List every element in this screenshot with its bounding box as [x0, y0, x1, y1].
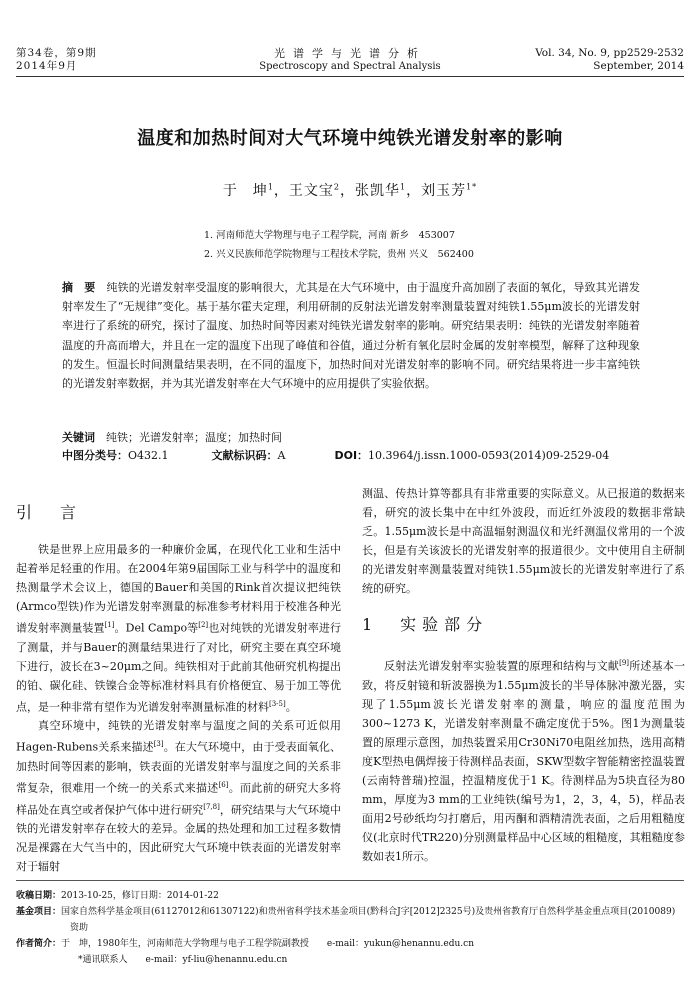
- text-run: 。而此前的研究大多将样品处在真空或者保护气体中进行研究: [16, 781, 342, 817]
- footnote-fund: [16, 904, 684, 936]
- intro-body: [16, 540, 341, 876]
- keywords-text: 纯铁；光谱发射率；温度；加热时间: [106, 431, 282, 444]
- affiliations: [204, 226, 474, 264]
- author: 于 坤: [222, 183, 268, 199]
- text-run: 。在大气环境中，由于受表面氧化、加热时间等因素的影响，铁表面的光谱发射率与温度之间的关系非常复杂，很难用一个统一的关系式来描述: [16, 740, 342, 795]
- footnote-label: 收稿日期：: [16, 891, 62, 901]
- citation: [3-5]: [269, 699, 286, 708]
- journal-name-en: Spectroscopy and Spectral Analysis: [259, 61, 441, 72]
- header-rule: [16, 76, 684, 77]
- paragraph: 测温、传热计算等都具有非常重要的实际意义。从已报道的数据来看，研究的波长集中在中红外波段，而近红外波段的数据非常缺乏。1.55μm波长是中高温辐射测温仪和光纤测温仪常用的一个波长，但是有关该波长的光谱发射率的报道很少。文中使用自主研制的光谱发射率测量装置对纯铁1.55μm波长的光谱发射率进行了系统的研究。: [362, 487, 685, 595]
- citation: [1]: [104, 621, 115, 629]
- text-run: 。: [285, 700, 297, 714]
- footnote-received: [16, 888, 684, 904]
- section-heading-intro: 引 言: [16, 503, 83, 522]
- author: 王文宝: [288, 183, 334, 199]
- text-run: ，研究结果与大气环境中铁的光谱发射率存在较大的差异。金属的热处理和加工过程多数情况是裸露在大气当中的，因此研究大气环境中铁表面的光谱发射率对于辐射: [16, 803, 342, 874]
- author-sup: 1: [267, 182, 274, 192]
- footnote-corresponding: *通讯联系人 e-mail：yf-liu@henannu.edu.cn: [78, 955, 288, 965]
- affiliation: 2. 兴义民族师范学院物理与工程技术学院，贵州 兴义 562400: [204, 249, 474, 260]
- footnote-author: [16, 936, 684, 952]
- citation: [2]: [198, 621, 209, 629]
- citation: [7,8]: [203, 802, 220, 811]
- classification-line: [62, 447, 662, 465]
- date-cn: 2014年9月: [16, 60, 78, 72]
- text-run: 真空环境中，纯铁的光谱发射率与温度之间的关系可近似用Hagen-Rubens关系来描述: [16, 719, 341, 754]
- footnote-rule: [16, 880, 684, 881]
- citation: [3]: [153, 740, 164, 749]
- author-list: 于 坤$^1$，王文宝$^2$，张凯华$^1$，刘玉芳$^{1*}$: [222, 182, 478, 199]
- footnote-label: 基金项目：: [16, 907, 62, 917]
- abstract: [62, 278, 640, 393]
- citation: [6]: [218, 780, 229, 789]
- author-sup: 2: [333, 182, 340, 192]
- doi-label: DOI：: [334, 449, 369, 462]
- clc-label: 中图分类号：: [62, 449, 128, 462]
- abstract-label: 摘 要: [62, 281, 96, 294]
- footnote-label: 作者简介：: [16, 939, 62, 949]
- doc-code-label: 文献标识码：: [211, 449, 278, 462]
- keywords-label: 关键词: [62, 431, 95, 444]
- paragraph: [16, 540, 341, 716]
- paragraph: [362, 654, 685, 866]
- text-run: 所述基本一致，将反射镜和斩波器换为1.55μm波长的半导体脉冲激光器，实现了1.55μm波长光谱发射率的测量，响应的温度范围为300~1273 K，光谱发射率测量不确定度优于5%。图1为测量装置的原理示意图，加热装置采用Cr30Ni70电阻丝加热，选用高精度K型热电偶焊接于待测样品表面，SKW型数字智能精密控温装置(云南特普瑞)控温，控温精度优于1 K。待测样品为5块直径为80 mm，厚度为3 mm的工业纯铁(编号为1，2，3，4，5)，样品表面用2号砂纸均匀打磨后，用丙酮和酒精清洗表面，之后用粗糙度仪(北京时代TR220)分别测量样品中心区域的粗糙度，其粗糙度参数如表1所示。: [362, 659, 686, 863]
- citation: [9]: [619, 659, 630, 667]
- text-run: 。Del Campo等: [114, 621, 199, 635]
- paragraph: [16, 716, 341, 876]
- author-sup: 1*: [466, 182, 478, 192]
- experiment-body: [362, 654, 685, 866]
- volume-info-en: [535, 47, 684, 73]
- text-run: 反射法光谱发射率实验装置的原理和结构与文献: [384, 659, 620, 673]
- author: 张凯华: [355, 183, 400, 199]
- clc-value: O432.1: [128, 449, 169, 462]
- paper-title: 温度和加热时间对大气环境中纯铁光谱发射率的影响: [137, 128, 563, 149]
- volume-en: Vol. 34, No. 9, pp2529-2532: [535, 47, 684, 59]
- doc-code-value: A: [277, 449, 286, 462]
- author-sup: 1: [400, 182, 407, 192]
- section-heading-experiment: 1 实验部分: [362, 615, 489, 634]
- footnote-text: 国家自然科学基金项目(61127012和61307122)和贵州省科学技术基金项目(黔科合J字[2012]2325号)及贵州省教育厅自然科学基金重点项目(2010089)资助: [61, 907, 676, 933]
- text-run: 也对纯铁的光谱发射率进行了测量，并与Bauer的测量结果进行了对比，研究主要在真空环境下进行，波长在3~20μm之间。纯铁相对于此前其他研究机构提出的铂、碳化硅、铁镍合金等标准材料具有价格便宜、易于加工等优点，是一种非常有望作为光谱发射率测量标准的材料: [16, 621, 342, 714]
- footnote-text: 2013-10-25，修订日期：2014-01-22: [61, 891, 219, 901]
- footnote-text: 于 坤，1980年生，河南师范大学物理与电子工程学院副教授 e-mail：yukun@henannu.edu.cn: [61, 939, 474, 949]
- intro-continuation: [362, 484, 685, 598]
- keywords: [62, 429, 282, 447]
- doi-value: 10.3964/j.issn.1000-0593(2014)09-2529-04: [368, 449, 610, 462]
- footnotes: [16, 888, 684, 968]
- date-en: September, 2014: [593, 60, 684, 72]
- abstract-text: 纯铁的光谱发射率受温度的影响很大，尤其是在大气环境中，由于温度升高加剧了表面的氧化，导致其光谱发射率发生了“无规律”变化。基于基尔霍夫定理，利用研制的反射法光谱发射率测量装置对纯铁1.55μm波长的光谱发射率进行了系统的研究，探讨了温度、加热时间等因素对纯铁光谱发射率的影响。研究结果表明：纯铁的光谱发射率随着温度的升高而增大，并且在一定的温度下出现了峰值和谷值，通过分析有氧化层时金属的发射率模型，解释了这种现象的发生。恒温长时间测量结果表明，在不同的温度下，加热时间对光谱发射率的影响不同。研究结果将进一步丰富纯铁的光谱发射率数据，并为其光谱发射率在大气环境中的应用提供了实验依据。: [62, 281, 641, 391]
- journal-name-cn: 光谱学与光谱分析: [274, 47, 426, 60]
- author: 刘玉芳: [421, 183, 467, 199]
- text-run: 铁是世界上应用最多的一种廉价金属，在现代化工业和生活中起着举足轻重的作用。在2004年第9届国际工业与科学中的温度和热测量学术会议上，德国的Bauer和美国的Rink首次提议把纯铁(Armco型铁)作为光谱发射率测量的标准参考材料用于校准各种光谱发射率测量装置: [16, 543, 341, 635]
- affiliation: 1. 河南师范大学物理与电子工程学院，河南 新乡 453007: [204, 230, 455, 241]
- volume-cn: 第34卷，第9期: [16, 47, 97, 59]
